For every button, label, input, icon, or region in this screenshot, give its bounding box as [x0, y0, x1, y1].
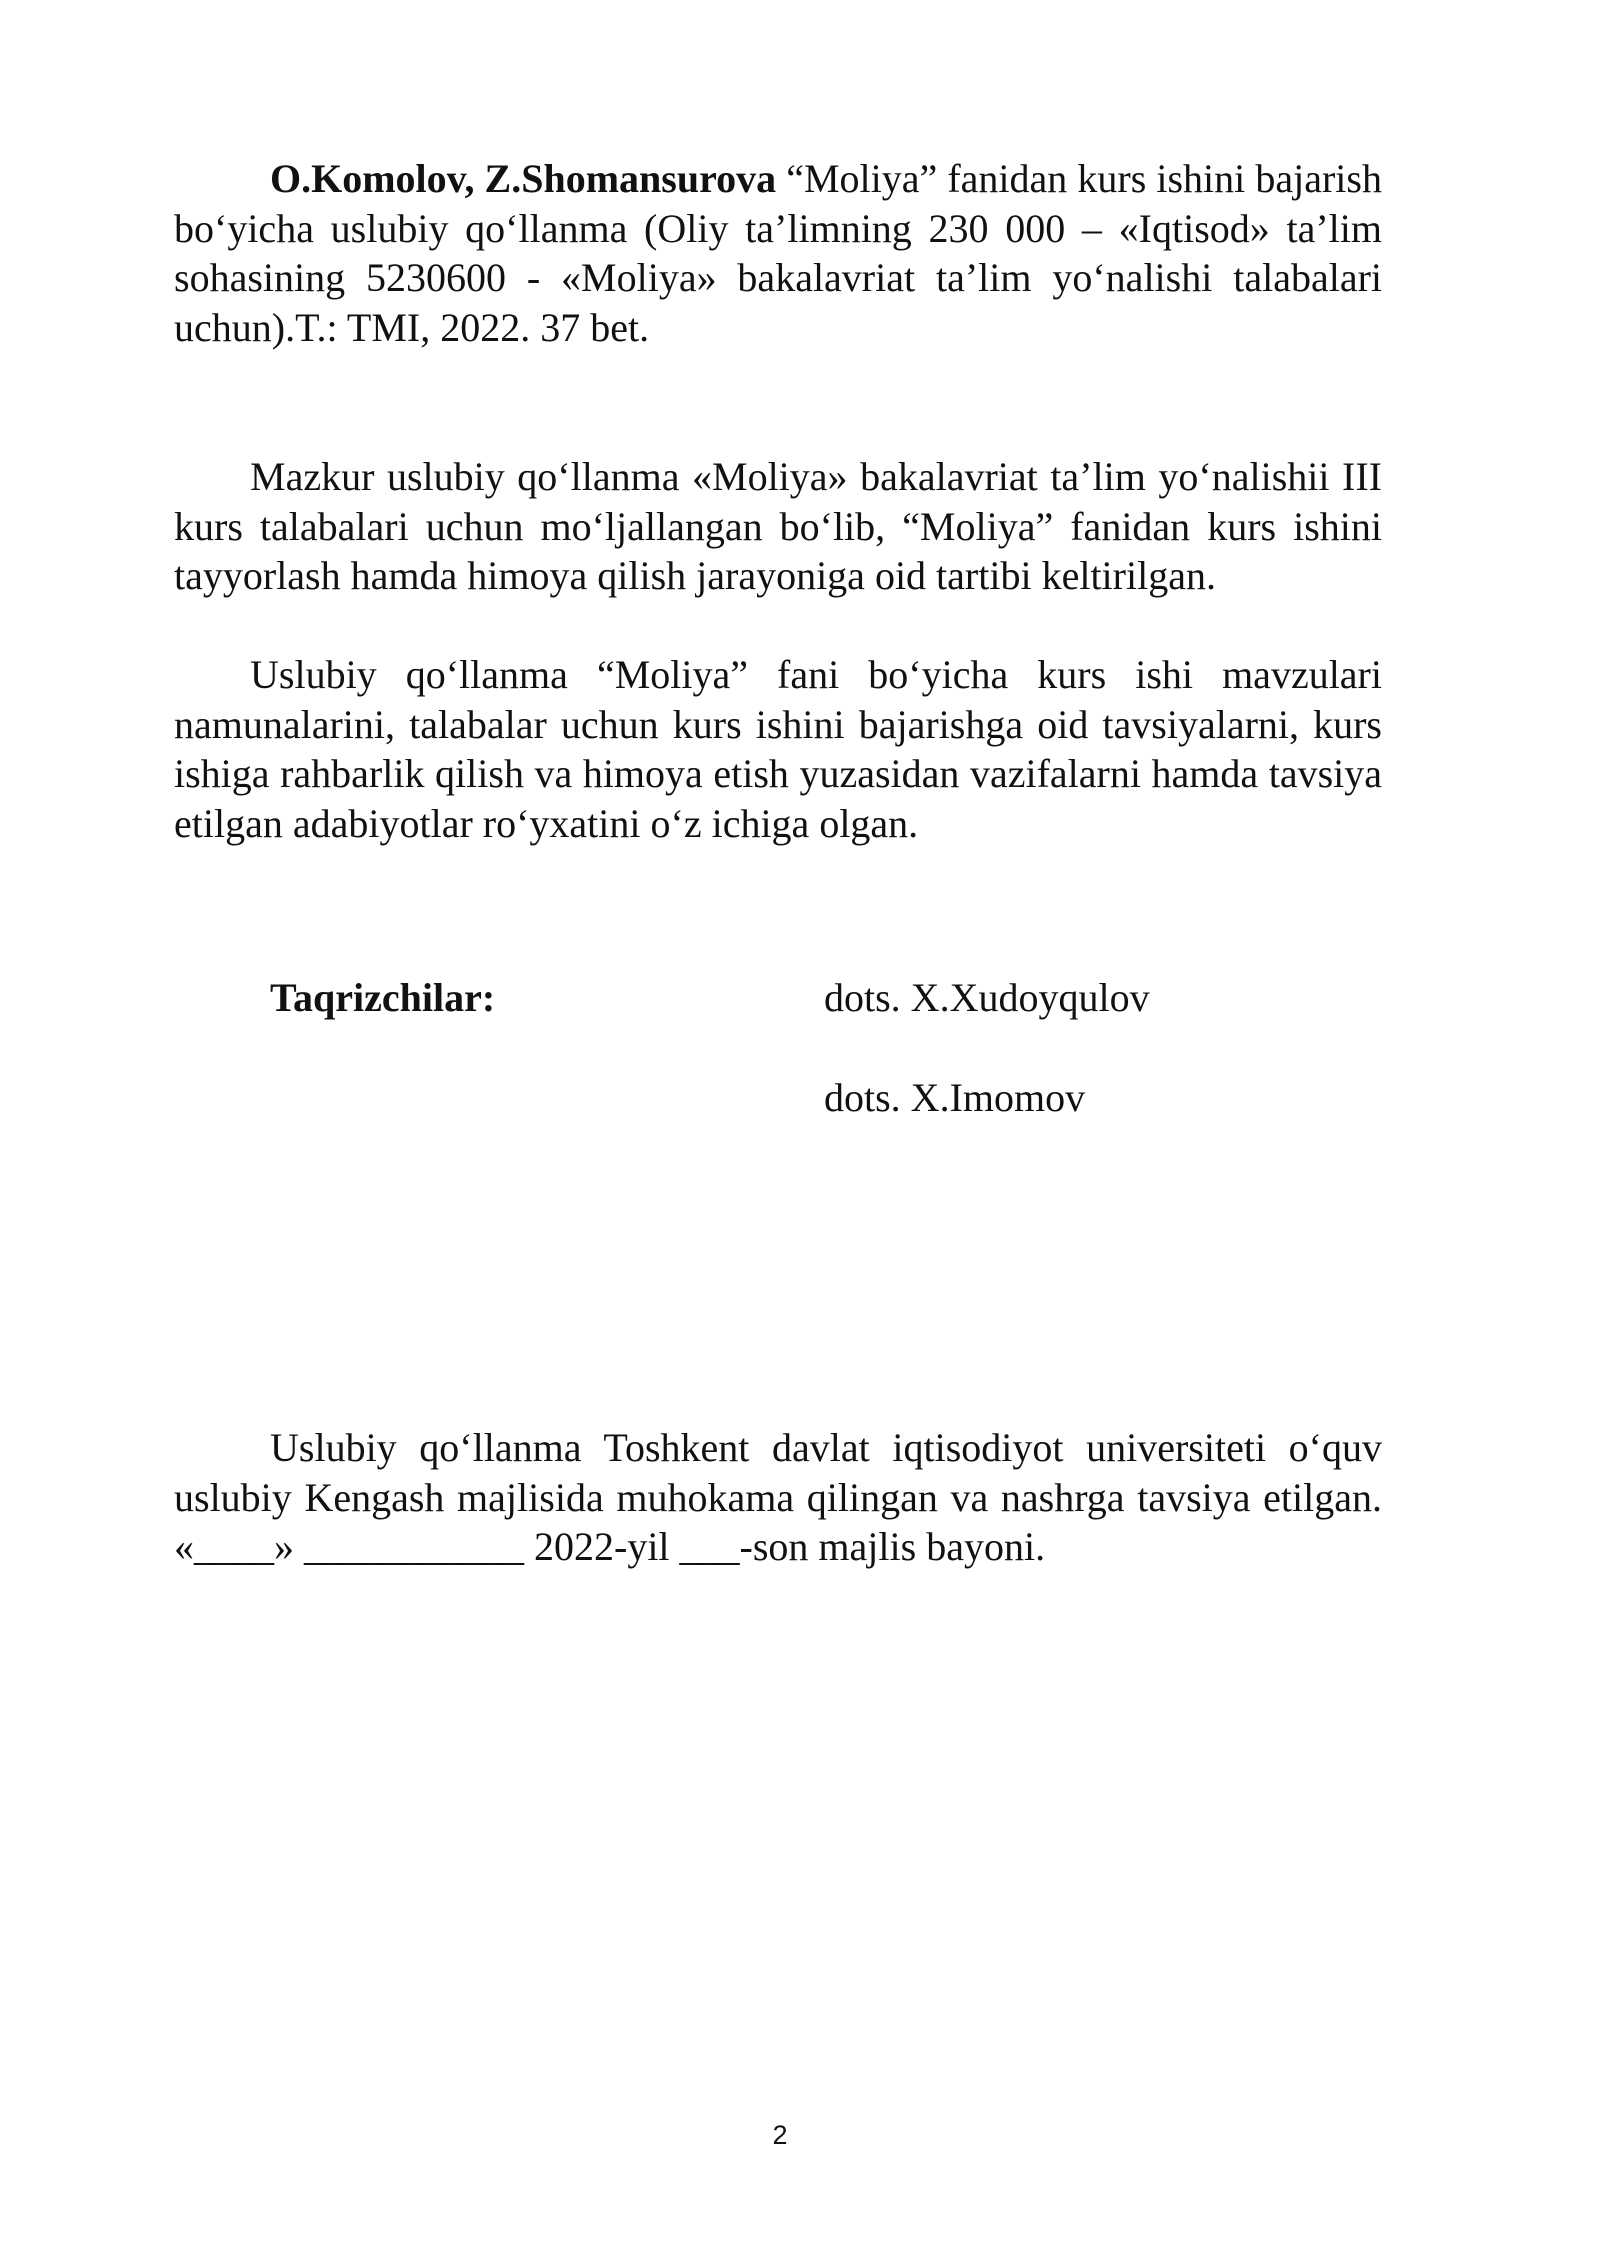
description-paragraph-1: Mazkur uslubiy qo‘llanma «Moliya» bakalavriat ta’lim yo‘nalishii III kurs talabalari uchun mo‘ljallangan bo‘lib, “Moliya” fanidan kurs ishini tayyorlash hamda himoya qilish jarayoniga oid tartibi keltirilgan. — [174, 454, 1382, 598]
citation-text: “Moliya” fanidan kurs ishini bajarish bo‘yicha uslubiy qo‘llanma (Oliy ta’limning 230 000 – «Iqtisod» ta’lim sohasining 5230600 - «Moliya» bakalavriat ta’lim yo‘nalishi talabalari uchun).T.: TMI, 2022. 37 bet. — [174, 156, 1382, 350]
citation-paragraph — [174, 154, 1382, 352]
reviewer-name: dots. X.Xudoyqulov — [824, 975, 1150, 1020]
citation-authors: O.Komolov, Z.Shomansurova — [270, 156, 777, 201]
reviewers-label: Taqrizchilar: — [270, 975, 496, 1020]
reviewer-name: dots. X.Imomov — [824, 1075, 1086, 1120]
description-paragraph-2: Uslubiy qo‘llanma “Moliya” fani bo‘yicha kurs ishi mavzulari namunalarini, talabalar uchun kurs ishini bajarishga oid tavsiyalarni, kurs ishiga rahbarlik qilish va himoya etish yuzasidan vazifalarni hamda tavsiya etilgan adabiyotlar ro‘yxatini o‘z ichiga olgan. — [174, 652, 1382, 846]
page-number: 2 — [772, 2120, 788, 2150]
approval-paragraph: Uslubiy qo‘llanma Toshkent davlat iqtisodiyot universiteti o‘quv uslubiy Kengash majlisida muhokama qilingan va nashrga tavsiya etilgan. «____» ___________ 2022-yil ___-son majlis bayoni. — [174, 1425, 1382, 1569]
